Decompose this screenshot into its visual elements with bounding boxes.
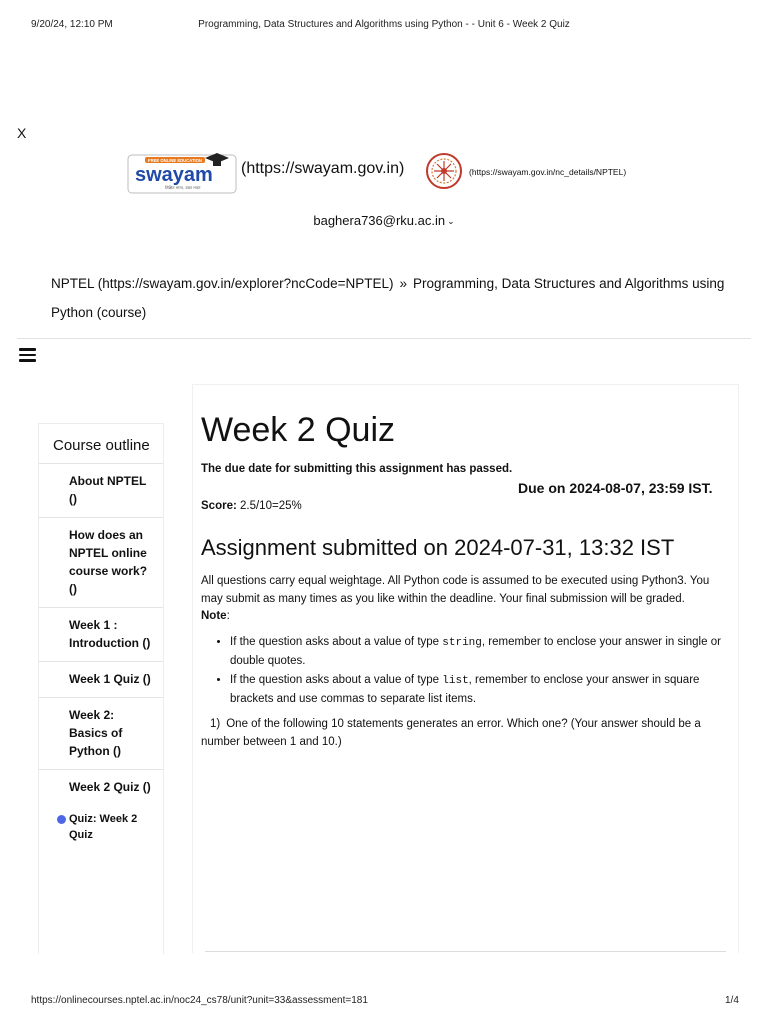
question-1 [201, 715, 731, 751]
nptel-link[interactable]: (https://swayam.gov.in/nc_details/NPTEL) [469, 167, 627, 177]
sidebar-item-week2-quiz[interactable]: Week 2 Quiz () [39, 769, 163, 805]
content-bottom-divider [205, 951, 726, 952]
score [201, 500, 302, 512]
submission-heading: Assignment submitted on 2024-07-31, 13:32 IST [201, 535, 675, 560]
list-item: • If the question asks about a value of type list, remember to enclose your answer in square brackets and use commas to separate list items. [230, 671, 740, 708]
sidebar-item-how-nptel-works[interactable]: How does an NPTEL online course work? () [39, 517, 163, 607]
swayam-logo[interactable] [127, 150, 237, 196]
svg-text:FREE ONLINE EDUCATION: FREE ONLINE EDUCATION [148, 158, 202, 163]
swayam-link[interactable]: (https://swayam.gov.in) [241, 160, 405, 177]
note-label: Note: [201, 610, 230, 622]
sidebar-title: Course outline [53, 437, 150, 454]
due-date-passed-notice: The due date for submitting this assignment has passed. [201, 463, 513, 475]
menu-icon[interactable] [19, 348, 36, 362]
instructions-text: All questions carry equal weightage. All Python code is assumed to be executed using Python3. You may submit as many times as you like within the deadline. Your final submission will be graded. [201, 575, 710, 605]
print-datetime: 9/20/24, 12:10 PM [31, 19, 113, 30]
chevron-down-icon[interactable]: ⌄ [447, 216, 455, 226]
svg-text:शिक्षित भारत, उन्नत भारत: शिक्षित भारत, उन्नत भारत [165, 185, 201, 190]
breadcrumb-separator: » [399, 276, 408, 291]
user-menu[interactable] [0, 213, 768, 228]
breadcrumb-course-link[interactable]: Programming, Data Structures and Algorithms using Python (course) [51, 276, 725, 320]
active-dot-icon [57, 815, 66, 824]
score-value: 2.5/10=25% [240, 500, 302, 512]
page-title: Week 2 Quiz [201, 411, 396, 449]
sidebar-item-week1-quiz[interactable]: Week 1 Quiz () [39, 661, 163, 697]
sidebar-subitem-label[interactable]: Quiz: Week 2 Quiz [69, 813, 138, 841]
question-text: One of the following 10 statements generates an error. Which one? (Your answer should be a number between 1 and 10.) [201, 718, 701, 748]
nptel-logo[interactable] [425, 152, 463, 190]
question-number: 1) [210, 718, 221, 730]
close-button[interactable]: X [17, 125, 27, 141]
svg-text:swayam: swayam [135, 164, 213, 186]
notes-list [215, 633, 740, 709]
sidebar-item-week1-introduction[interactable]: Week 1 : Introduction () [39, 607, 163, 661]
print-page-number: 1/4 [725, 995, 739, 1006]
print-page-title: Programming, Data Structures and Algorithms using Python - - Unit 6 - Week 2 Quiz [198, 19, 570, 30]
course-outline-sidebar [38, 423, 164, 954]
sidebar-subitem-active[interactable] [39, 805, 163, 843]
sidebar-item-about-nptel[interactable]: About NPTEL () [39, 463, 163, 517]
score-label: Score: [201, 500, 237, 512]
breadcrumb [51, 269, 731, 327]
list-item: • If the question asks about a value of type string, remember to enclose your answer in single or double quotes. [230, 633, 740, 670]
print-footer-url: https://onlinecourses.nptel.ac.in/noc24_cs78/unit?unit=33&assessment=181 [31, 995, 368, 1006]
header-divider [17, 338, 751, 339]
user-email[interactable]: baghera736@rku.ac.in [313, 213, 446, 228]
sidebar-item-week2-basics[interactable]: Week 2: Basics of Python () [39, 697, 163, 769]
breadcrumb-nptel-link[interactable]: NPTEL (https://swayam.gov.in/explorer?ncCode=NPTEL) [51, 276, 394, 291]
due-date: Due on 2024-08-07, 23:59 IST. [518, 480, 713, 496]
